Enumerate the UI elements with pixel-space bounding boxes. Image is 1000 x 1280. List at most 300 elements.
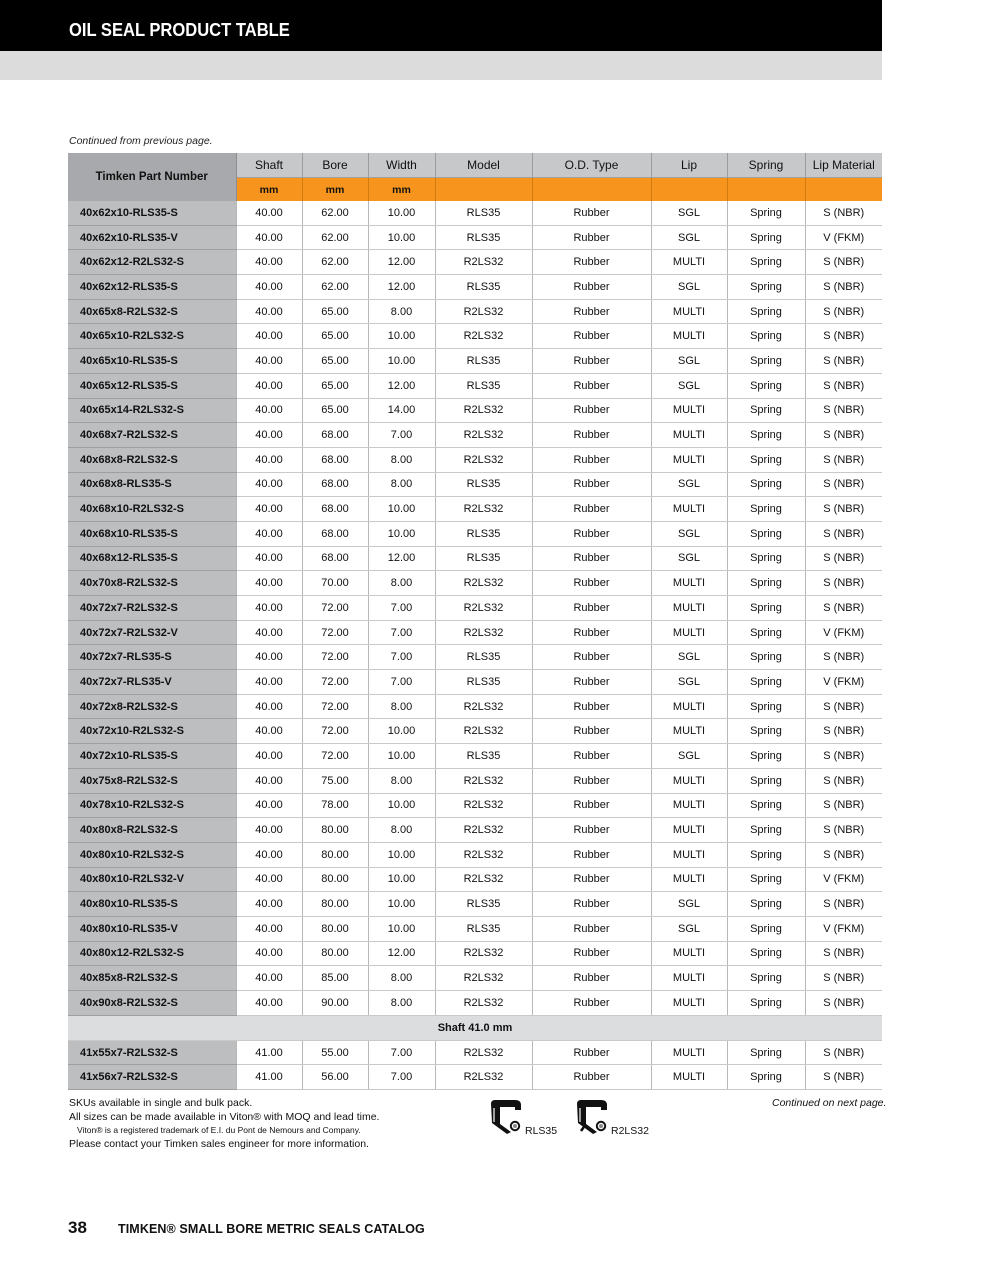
table-cell: Spring	[727, 275, 805, 300]
table-cell: 65.00	[302, 349, 368, 374]
table-cell: R2LS32	[435, 867, 532, 892]
table-cell: Rubber	[532, 620, 651, 645]
table-row	[68, 299, 882, 324]
table-row	[68, 694, 882, 719]
table-cell: 75.00	[302, 768, 368, 793]
table-cell: Spring	[727, 497, 805, 522]
table-cell: Rubber	[532, 571, 651, 596]
table-row	[68, 472, 882, 497]
table-cell: MULTI	[651, 497, 727, 522]
table-cell: Rubber	[532, 373, 651, 398]
table-cell: R2LS32	[435, 719, 532, 744]
table-cell: 40.00	[236, 596, 302, 621]
table-cell: SGL	[651, 349, 727, 374]
table-cell: 72.00	[302, 719, 368, 744]
table-cell: 40.00	[236, 793, 302, 818]
table-cell: Rubber	[532, 349, 651, 374]
table-cell: Rubber	[532, 916, 651, 941]
table-cell: 40.00	[236, 842, 302, 867]
table-cell: R2LS32	[435, 768, 532, 793]
table-cell: MULTI	[651, 447, 727, 472]
table-cell: MULTI	[651, 966, 727, 991]
table-cell: Spring	[727, 645, 805, 670]
column-header: O.D. Type	[532, 153, 651, 178]
table-cell: 68.00	[302, 447, 368, 472]
table-row	[68, 373, 882, 398]
table-cell: Spring	[727, 373, 805, 398]
table-cell: 68.00	[302, 472, 368, 497]
table-cell: 72.00	[302, 620, 368, 645]
table-cell: RLS35	[435, 472, 532, 497]
table-cell: 40.00	[236, 966, 302, 991]
table-cell: R2LS32	[435, 941, 532, 966]
table-cell: RLS35	[435, 225, 532, 250]
column-header: Shaft	[236, 153, 302, 178]
table-cell: 8.00	[368, 768, 435, 793]
table-cell: 40.00	[236, 645, 302, 670]
table-cell: V (FKM)	[805, 867, 882, 892]
table-cell: S (NBR)	[805, 768, 882, 793]
table-cell: 40.00	[236, 521, 302, 546]
part-number-cell: 40x72x7-R2LS32-S	[68, 596, 236, 621]
table-cell: 12.00	[368, 373, 435, 398]
table-cell: 85.00	[302, 966, 368, 991]
seal-legend-r2ls32	[575, 1098, 649, 1139]
table-cell: S (NBR)	[805, 398, 882, 423]
part-number-cell: 41x56x7-R2LS32-S	[68, 1065, 236, 1090]
table-cell: MULTI	[651, 398, 727, 423]
table-cell: Rubber	[532, 694, 651, 719]
table-cell: 40.00	[236, 201, 302, 225]
part-number-cell: 40x62x10-RLS35-V	[68, 225, 236, 250]
table-cell: V (FKM)	[805, 916, 882, 941]
table-cell: 40.00	[236, 744, 302, 769]
table-cell: S (NBR)	[805, 373, 882, 398]
table-cell: 7.00	[368, 423, 435, 448]
table-cell: SGL	[651, 472, 727, 497]
table-cell: Rubber	[532, 842, 651, 867]
table-cell: 72.00	[302, 744, 368, 769]
table-cell: 40.00	[236, 694, 302, 719]
table-cell: V (FKM)	[805, 670, 882, 695]
column-header: Width	[368, 153, 435, 178]
table-cell: Rubber	[532, 991, 651, 1016]
table-cell: Spring	[727, 941, 805, 966]
part-number-cell: 40x80x10-RLS35-V	[68, 916, 236, 941]
table-cell: R2LS32	[435, 620, 532, 645]
table-cell: S (NBR)	[805, 991, 882, 1016]
catalog-title: TIMKEN® SMALL BORE METRIC SEALS CATALOG	[118, 1222, 425, 1236]
table-cell: 40.00	[236, 620, 302, 645]
table-cell: R2LS32	[435, 1040, 532, 1065]
part-number-cell: 40x68x10-RLS35-S	[68, 521, 236, 546]
table-cell: 8.00	[368, 299, 435, 324]
table-row	[68, 892, 882, 917]
table-cell: 40.00	[236, 497, 302, 522]
table-cell: SGL	[651, 645, 727, 670]
table-cell: 90.00	[302, 991, 368, 1016]
table-cell: MULTI	[651, 867, 727, 892]
table-cell: 10.00	[368, 892, 435, 917]
table-cell: 40.00	[236, 447, 302, 472]
table-cell: Rubber	[532, 1040, 651, 1065]
table-cell: RLS35	[435, 892, 532, 917]
table-row	[68, 398, 882, 423]
table-cell: MULTI	[651, 793, 727, 818]
table-row	[68, 941, 882, 966]
table-cell: RLS35	[435, 349, 532, 374]
part-number-cell: 40x85x8-R2LS32-S	[68, 966, 236, 991]
table-row	[68, 645, 882, 670]
table-cell: SGL	[651, 521, 727, 546]
note-line: All sizes can be made available in Viton® with MOQ and lead time.	[69, 1110, 380, 1123]
table-row	[68, 497, 882, 522]
table-cell: 40.00	[236, 324, 302, 349]
table-row	[68, 744, 882, 769]
table-cell: 10.00	[368, 744, 435, 769]
table-cell: R2LS32	[435, 991, 532, 1016]
table-cell: S (NBR)	[805, 842, 882, 867]
table-cell: 78.00	[302, 793, 368, 818]
table-cell: Rubber	[532, 472, 651, 497]
part-number-cell: 40x65x10-RLS35-S	[68, 349, 236, 374]
column-header: Lip	[651, 153, 727, 178]
table-cell: MULTI	[651, 571, 727, 596]
table-cell: 40.00	[236, 768, 302, 793]
table-cell: R2LS32	[435, 250, 532, 275]
table-cell: 40.00	[236, 349, 302, 374]
trademark-note: Viton® is a registered trademark of E.I. du Pont de Nemours and Company.	[77, 1125, 361, 1135]
table-cell: 80.00	[302, 892, 368, 917]
table-cell: MULTI	[651, 620, 727, 645]
table-cell: MULTI	[651, 694, 727, 719]
continued-from-note: Continued from previous page.	[69, 135, 213, 147]
table-cell: S (NBR)	[805, 892, 882, 917]
table-cell: 40.00	[236, 546, 302, 571]
table-cell: 80.00	[302, 916, 368, 941]
table-cell: RLS35	[435, 546, 532, 571]
r2ls32-seal-profile-icon	[575, 1098, 609, 1139]
table-cell: 56.00	[302, 1065, 368, 1090]
table-cell: 8.00	[368, 966, 435, 991]
table-row	[68, 201, 882, 225]
table-cell: 62.00	[302, 225, 368, 250]
table-cell: Spring	[727, 867, 805, 892]
seal-legend-rls35	[489, 1098, 557, 1139]
unit-cell	[651, 178, 727, 202]
table-cell: 65.00	[302, 299, 368, 324]
table-cell: Rubber	[532, 645, 651, 670]
table-cell: Rubber	[532, 423, 651, 448]
table-cell: 7.00	[368, 645, 435, 670]
table-cell: Spring	[727, 324, 805, 349]
table-cell: R2LS32	[435, 596, 532, 621]
table-cell: S (NBR)	[805, 250, 882, 275]
table-cell: MULTI	[651, 250, 727, 275]
column-header-row	[68, 153, 882, 178]
table-cell: 40.00	[236, 941, 302, 966]
table-cell: R2LS32	[435, 694, 532, 719]
table-cell: 10.00	[368, 324, 435, 349]
table-cell: R2LS32	[435, 966, 532, 991]
part-number-cell: 40x62x12-R2LS32-S	[68, 250, 236, 275]
column-header: Bore	[302, 153, 368, 178]
table-cell: MULTI	[651, 719, 727, 744]
table-cell: S (NBR)	[805, 1065, 882, 1090]
table-cell: 14.00	[368, 398, 435, 423]
table-cell: SGL	[651, 546, 727, 571]
table-cell: Rubber	[532, 867, 651, 892]
table-cell: S (NBR)	[805, 744, 882, 769]
table-cell: 65.00	[302, 373, 368, 398]
column-header: Model	[435, 153, 532, 178]
table-cell: S (NBR)	[805, 423, 882, 448]
table-cell: Rubber	[532, 966, 651, 991]
table-cell: 68.00	[302, 497, 368, 522]
table-cell: MULTI	[651, 596, 727, 621]
table-cell: Spring	[727, 423, 805, 448]
table-cell: 72.00	[302, 596, 368, 621]
unit-cell	[727, 178, 805, 202]
table-body-shaft-41	[68, 1015, 882, 1089]
group-header-row	[68, 1015, 882, 1040]
table-cell: 72.00	[302, 694, 368, 719]
table-cell: MULTI	[651, 423, 727, 448]
table-cell: S (NBR)	[805, 571, 882, 596]
part-number-cell: 40x72x10-RLS35-S	[68, 744, 236, 769]
table-cell: Spring	[727, 768, 805, 793]
table-cell: MULTI	[651, 1040, 727, 1065]
table-cell: 55.00	[302, 1040, 368, 1065]
table-cell: Spring	[727, 521, 805, 546]
table-row	[68, 596, 882, 621]
table-cell: Spring	[727, 818, 805, 843]
part-number-cell: 40x72x10-R2LS32-S	[68, 719, 236, 744]
table-cell: 10.00	[368, 225, 435, 250]
table-cell: Spring	[727, 620, 805, 645]
table-cell: S (NBR)	[805, 521, 882, 546]
table-cell: Spring	[727, 991, 805, 1016]
table-cell: MULTI	[651, 768, 727, 793]
table-cell: S (NBR)	[805, 497, 882, 522]
part-number-cell: 40x90x8-R2LS32-S	[68, 991, 236, 1016]
rls35-seal-profile-icon	[489, 1098, 523, 1139]
group-label: Shaft 41.0 mm	[68, 1015, 882, 1040]
table-cell: Spring	[727, 793, 805, 818]
table-cell: 41.00	[236, 1040, 302, 1065]
table-cell: Rubber	[532, 596, 651, 621]
table-row	[68, 768, 882, 793]
table-cell: RLS35	[435, 373, 532, 398]
unit-cell	[435, 178, 532, 202]
table-cell: Rubber	[532, 201, 651, 225]
table-cell: V (FKM)	[805, 225, 882, 250]
table-cell: 10.00	[368, 521, 435, 546]
unit-cell	[805, 178, 882, 202]
table-cell: R2LS32	[435, 423, 532, 448]
table-cell: 12.00	[368, 250, 435, 275]
table-cell: Rubber	[532, 250, 651, 275]
table-cell: S (NBR)	[805, 966, 882, 991]
table-cell: 65.00	[302, 324, 368, 349]
part-number-cell: 40x80x12-R2LS32-S	[68, 941, 236, 966]
continued-next-note: Continued on next page.	[772, 1097, 887, 1109]
table-row	[68, 1040, 882, 1065]
table-cell: 40.00	[236, 916, 302, 941]
table-cell: R2LS32	[435, 818, 532, 843]
table-row	[68, 842, 882, 867]
table-cell: 80.00	[302, 818, 368, 843]
table-cell: Rubber	[532, 546, 651, 571]
column-header: Spring	[727, 153, 805, 178]
table-cell: 10.00	[368, 349, 435, 374]
table-cell: Spring	[727, 398, 805, 423]
table-cell: MULTI	[651, 991, 727, 1016]
table-row	[68, 916, 882, 941]
table-cell: MULTI	[651, 842, 727, 867]
table-cell: S (NBR)	[805, 299, 882, 324]
table-cell: S (NBR)	[805, 324, 882, 349]
table-cell: 8.00	[368, 447, 435, 472]
table-row	[68, 423, 882, 448]
part-number-cell: 40x80x10-R2LS32-V	[68, 867, 236, 892]
table-cell: Rubber	[532, 324, 651, 349]
table-row	[68, 620, 882, 645]
table-cell: Rubber	[532, 447, 651, 472]
unit-cell: mm	[368, 178, 435, 202]
table-cell: Rubber	[532, 299, 651, 324]
table-cell: 62.00	[302, 250, 368, 275]
table-cell: Spring	[727, 1065, 805, 1090]
table-row	[68, 991, 882, 1016]
table-cell: RLS35	[435, 201, 532, 225]
table-cell: 10.00	[368, 497, 435, 522]
table-cell: MULTI	[651, 324, 727, 349]
table-row	[68, 571, 882, 596]
part-number-cell: 40x65x14-R2LS32-S	[68, 398, 236, 423]
table-cell: R2LS32	[435, 497, 532, 522]
part-number-cell: 40x65x10-R2LS32-S	[68, 324, 236, 349]
table-cell: 70.00	[302, 571, 368, 596]
table-cell: 7.00	[368, 1040, 435, 1065]
table-cell: R2LS32	[435, 324, 532, 349]
table-cell: Spring	[727, 250, 805, 275]
table-cell: Spring	[727, 916, 805, 941]
part-number-cell: 40x80x10-R2LS32-S	[68, 842, 236, 867]
table-cell: SGL	[651, 275, 727, 300]
table-cell: 40.00	[236, 719, 302, 744]
table-cell: SGL	[651, 225, 727, 250]
table-cell: Spring	[727, 299, 805, 324]
table-cell: MULTI	[651, 299, 727, 324]
part-number-cell: 40x68x7-R2LS32-S	[68, 423, 236, 448]
table-cell: Spring	[727, 201, 805, 225]
table-cell: S (NBR)	[805, 645, 882, 670]
table-row	[68, 275, 882, 300]
table-cell: 8.00	[368, 571, 435, 596]
table-cell: Rubber	[532, 892, 651, 917]
table-row	[68, 324, 882, 349]
table-cell: S (NBR)	[805, 349, 882, 374]
oil-seal-table	[68, 153, 882, 1090]
part-number-cell: 40x65x12-RLS35-S	[68, 373, 236, 398]
table-cell: 8.00	[368, 472, 435, 497]
table-cell: 68.00	[302, 546, 368, 571]
table-cell: 40.00	[236, 275, 302, 300]
table-row	[68, 250, 882, 275]
table-cell: Spring	[727, 596, 805, 621]
table-cell: Spring	[727, 842, 805, 867]
table-cell: S (NBR)	[805, 596, 882, 621]
table-cell: 68.00	[302, 521, 368, 546]
table-cell: Spring	[727, 719, 805, 744]
table-row	[68, 349, 882, 374]
unit-cell: mm	[236, 178, 302, 202]
table-cell: 10.00	[368, 842, 435, 867]
table-cell: SGL	[651, 373, 727, 398]
table-cell: 12.00	[368, 546, 435, 571]
table-cell: Rubber	[532, 497, 651, 522]
table-cell: Spring	[727, 546, 805, 571]
table-cell: MULTI	[651, 818, 727, 843]
table-cell: 40.00	[236, 398, 302, 423]
part-number-cell: 40x80x8-R2LS32-S	[68, 818, 236, 843]
table-cell: RLS35	[435, 645, 532, 670]
table-cell: Rubber	[532, 275, 651, 300]
table-cell: 72.00	[302, 645, 368, 670]
part-number-cell: 40x65x8-R2LS32-S	[68, 299, 236, 324]
table-cell: Spring	[727, 966, 805, 991]
table-cell: 10.00	[368, 916, 435, 941]
table-cell: SGL	[651, 670, 727, 695]
table-row	[68, 867, 882, 892]
table-cell: 8.00	[368, 694, 435, 719]
table-row	[68, 719, 882, 744]
table-row	[68, 793, 882, 818]
table-cell: 80.00	[302, 867, 368, 892]
note-line: Please contact your Timken sales engineer for more information.	[69, 1137, 369, 1150]
seal-label: R2LS32	[611, 1125, 649, 1137]
table-row	[68, 521, 882, 546]
table-cell: 7.00	[368, 596, 435, 621]
table-cell: 40.00	[236, 818, 302, 843]
table-cell: 62.00	[302, 275, 368, 300]
part-number-cell: 40x72x7-RLS35-S	[68, 645, 236, 670]
table-cell: 40.00	[236, 299, 302, 324]
table-cell: 40.00	[236, 991, 302, 1016]
table-cell: 7.00	[368, 1065, 435, 1090]
part-number-cell: 40x68x10-R2LS32-S	[68, 497, 236, 522]
table-cell: 72.00	[302, 670, 368, 695]
part-number-cell: 40x70x8-R2LS32-S	[68, 571, 236, 596]
table-cell: R2LS32	[435, 793, 532, 818]
unit-cell: mm	[302, 178, 368, 202]
unit-cell	[532, 178, 651, 202]
table-cell: RLS35	[435, 916, 532, 941]
table-cell: SGL	[651, 916, 727, 941]
table-cell: 8.00	[368, 818, 435, 843]
table-cell: RLS35	[435, 670, 532, 695]
part-number-cell: 40x62x12-RLS35-S	[68, 275, 236, 300]
table-cell: Rubber	[532, 225, 651, 250]
table-cell: Rubber	[532, 521, 651, 546]
table-row	[68, 225, 882, 250]
table-cell: Rubber	[532, 744, 651, 769]
part-number-cell: 40x62x10-RLS35-S	[68, 201, 236, 225]
table-cell: 40.00	[236, 472, 302, 497]
table-cell: S (NBR)	[805, 941, 882, 966]
part-number-cell: 40x72x8-R2LS32-S	[68, 694, 236, 719]
